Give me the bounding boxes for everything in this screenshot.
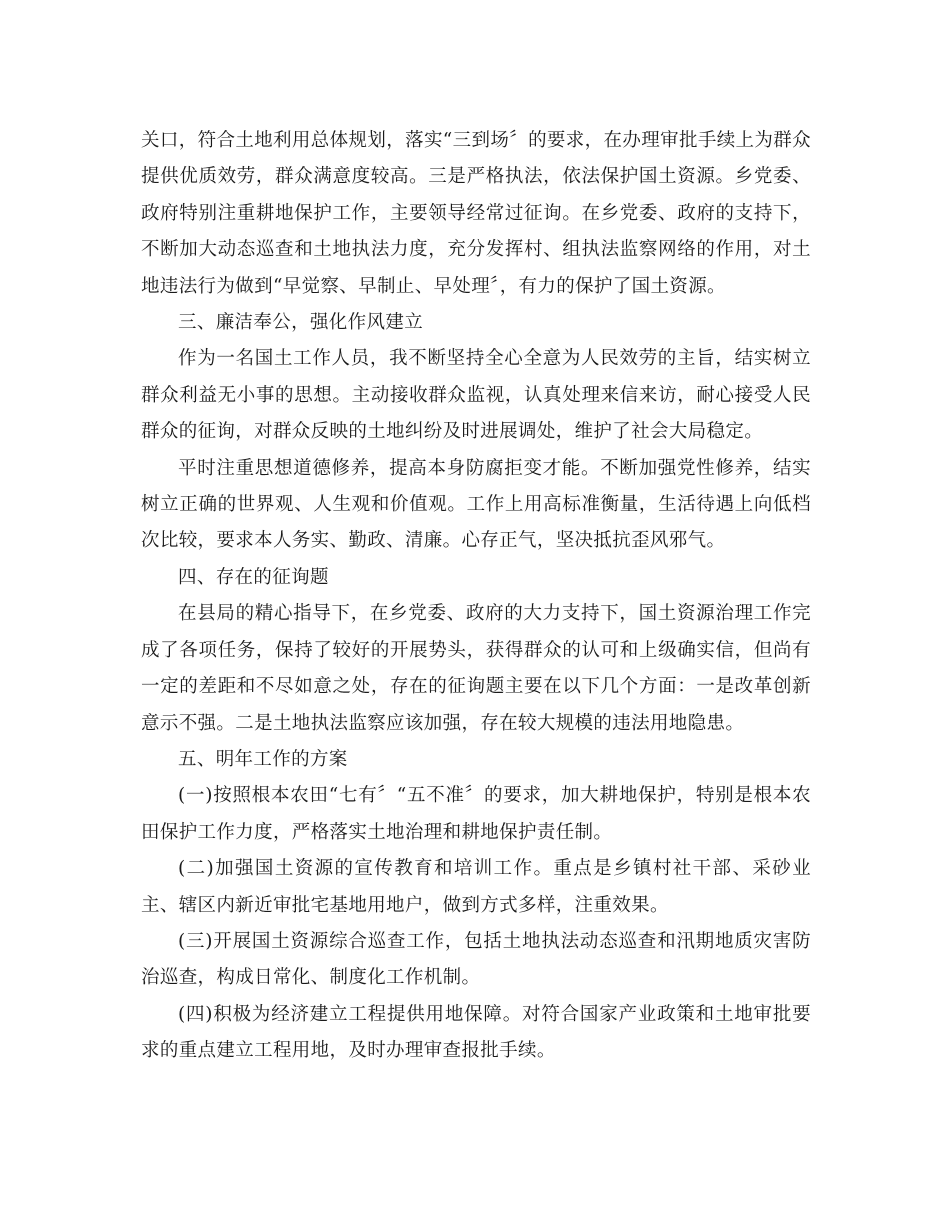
section-heading-3: 三、廉洁奉公，强化作风建立 xyxy=(178,312,424,334)
paragraph-continuation: 关口，符合土地利用总体规划，落实“三到场〞的要求，在办理审批手续上为群众提供优质效劳，群众满意度较高。三是严格执法，依法保护国土资源。乡党委、政府特别注重耕地保护工作，主要领导经常过征询。在乡党委、政府的支持下，不断加大动态巡查和土地执法力度，充分发挥村、组执法监察网络的作用，对土地违法行为做到“早觉察、早制止、早处理〞，有力的保护了国土资源。 xyxy=(141,130,811,297)
document-body xyxy=(141,123,811,1070)
section-heading-4: 四、存在的征询题 xyxy=(178,566,329,588)
plan-item-1: (一)按照根本农田“七有〞“五不准〞的要求，加大耕地保护，特别是根本农田保护工作力度，严格落实土地治理和耕地保护责任制。 xyxy=(141,785,811,843)
plan-item-2: (二)加强国土资源的宣传教育和培训工作。重点是乡镇村社干部、采砂业主、辖区内新近审批宅基地用地户，做到方式多样，注重效果。 xyxy=(141,858,811,916)
paragraph: 平时注重思想道德修养，提高本身防腐拒变才能。不断加强党性修养，结实树立正确的世界观、人生观和价值观。工作上用高标准衡量，生活待遇上向低档次比较，要求本人务实、勤政、清廉。心存正气，坚决抵抗歪风邪气。 xyxy=(141,457,811,552)
plan-item-4: (四)积极为经济建立工程提供用地保障。对符合国家产业政策和土地审批要求的重点建立工程用地，及时办理审查报批手续。 xyxy=(141,1003,811,1062)
plan-item-3: (三)开展国土资源综合巡查工作，包括土地执法动态巡查和汛期地质灾害防治巡查，构成日常化、制度化工作机制。 xyxy=(141,930,811,989)
paragraph: 在县局的精心指导下，在乡党委、政府的大力支持下，国土资源治理工作完成了各项任务，保持了较好的开展势头，获得群众的认可和上级确实信，但尚有一定的差距和不尽如意之处，存在的征询题主要在以下几个方面：一是改革创新意示不强。二是土地执法监察应该加强，存在较大规模的违法用地隐患。 xyxy=(141,603,811,734)
section-heading-5: 五、明年工作的方案 xyxy=(178,748,348,770)
paragraph: 作为一名国土工作人员，我不断坚持全心全意为人民效劳的主旨，结实树立群众利益无小事的思想。主动接收群众监视，认真处理来信来访，耐心接受人民群众的征询，对群众反映的土地纠纷及时进展调处，维护了社会大局稳定。 xyxy=(141,348,811,443)
